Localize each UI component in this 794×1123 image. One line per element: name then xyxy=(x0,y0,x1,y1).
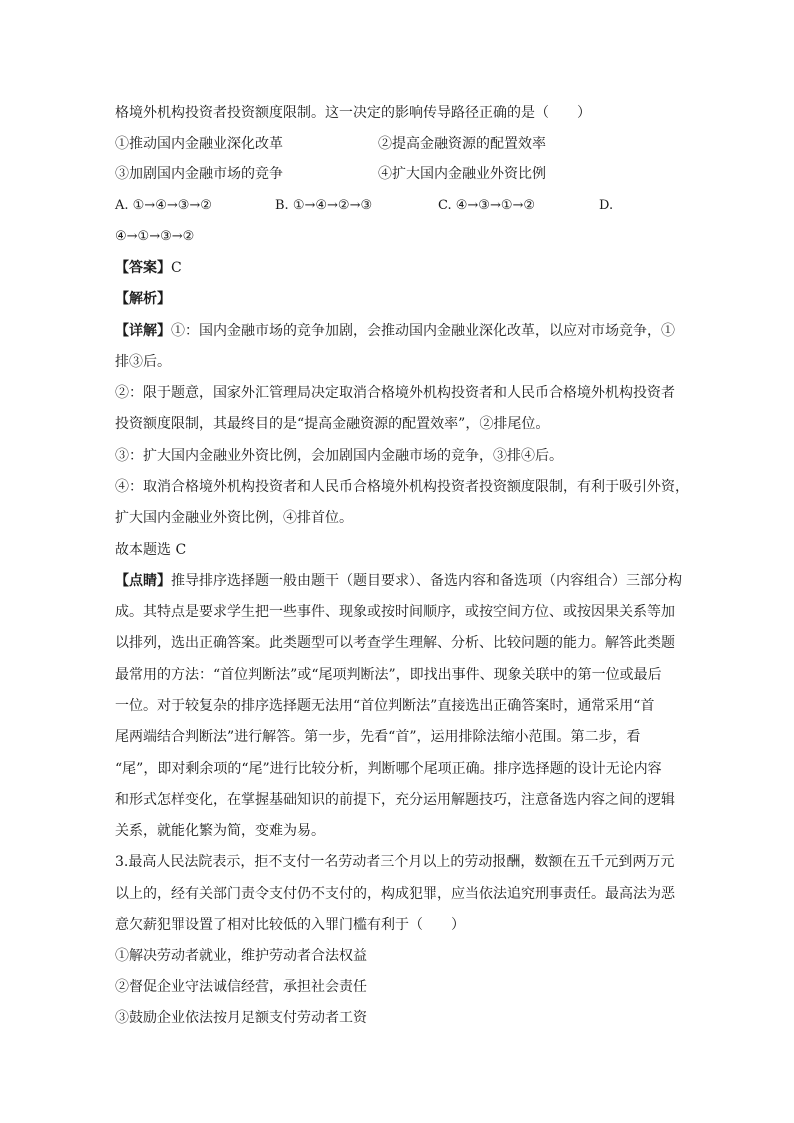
tip-tag: 【点睛】 xyxy=(115,573,171,589)
analysis-heading xyxy=(115,289,171,309)
question-3-stem-line-1: 3.最高人民法院表示，拒不支付一名劳动者三个月以上的劳动报酬，数额在五千元到两万元 xyxy=(115,854,675,870)
tip-line-9: 关系，就能化繁为简，变难为易。 xyxy=(115,823,325,839)
conclusion-line: 故本题选 C xyxy=(115,542,187,558)
q3-option-1: ①解决劳动者就业，维护劳动者合法权益 xyxy=(115,948,367,964)
q2-option-2: ②提高金融资源的配置效率 xyxy=(378,136,546,152)
detail-line-4: 投资额度限制，其最终目的是“提高金融资源的配置效率”，②排尾位。 xyxy=(115,416,550,432)
q2-option-4: ④扩大国内金融业外资比例 xyxy=(378,166,546,182)
tip-line-8: 和形式怎样变化，在掌握基础知识的前提下，充分运用解题技巧，注意备选内容之间的逻辑 xyxy=(115,792,675,808)
detail-1-text: ①：国内金融市场的竞争加剧，会推动国内金融业深化改革，以应对市场竞争，① xyxy=(171,323,675,339)
tip-line-6: 尾两端结合判断法”进行解答。第一步，先看“首”，运用排除法缩小范围。第二步，看 xyxy=(115,729,641,745)
q2-option-3: ③加剧国内金融市场的竞争 xyxy=(115,166,283,182)
q2-option-1: ①推动国内金融业深化改革 xyxy=(115,136,283,152)
tip-line-4: 最常用的方法：“首位判断法”或“尾项判断法”，即找出事件、现象关联中的第一位或最后 xyxy=(115,667,662,683)
tip-1-text: 推导排序选择题一般由题干（题目要求）、备选内容和备选项（内容组合）三部分构 xyxy=(171,573,682,589)
detail-line-2: 排③后。 xyxy=(115,354,171,370)
tip-line-1 xyxy=(115,571,682,591)
q2-choice-b: B. ①→④→②→③ xyxy=(275,198,373,213)
detail-line-7: 扩大国内金融业外资比例，④排首位。 xyxy=(115,510,353,526)
detail-line-3: ②：限于题意，国家外汇管理局决定取消合格境外机构投资者和人民币合格境外机构投资者 xyxy=(115,385,675,401)
tip-line-2: 成。其特点是要求学生把一些事件、现象或按时间顺序，或按空间方位、或按因果关系等加 xyxy=(115,604,675,620)
answer-value: C xyxy=(171,260,182,276)
answer-tag: 【答案】 xyxy=(115,260,171,276)
tip-line-7: “尾”，即对剩余项的“尾”进行比较分析，判断哪个尾项正确。排序选择题的设计无论内容 xyxy=(115,761,662,777)
question-2-stem-tail: 格境外机构投资者投资额度限制。这一决定的影响传导路径正确的是（ ） xyxy=(115,105,591,121)
q3-option-2: ②督促企业守法诚信经营，承担社会责任 xyxy=(115,979,367,995)
q3-option-3: ③鼓励企业依法按月足额支付劳动者工资 xyxy=(115,1010,367,1026)
detail-tag: 【详解】 xyxy=(115,323,171,339)
question-3-stem-line-2: 以上的，经有关部门责令支付仍不支付的，构成犯罪，应当依法追究刑事责任。最高法为恶 xyxy=(115,886,675,902)
tip-line-3: 以排列，选出正确答案。此类题型可以考查学生理解、分析、比较问题的能力。解答此类题 xyxy=(115,635,675,651)
tip-line-5: 一位。对于较复杂的排序选择题无法用“首位判断法”直接选出正确答案时，通常采用“首 xyxy=(115,698,655,714)
detail-line-5: ③：扩大国内金融业外资比例，会加剧国内金融市场的竞争，③排④后。 xyxy=(115,448,563,464)
answer-line xyxy=(115,258,182,278)
q2-choice-c: C. ④→③→①→② xyxy=(438,198,536,213)
analysis-tag: 【解析】 xyxy=(115,291,171,307)
q2-choice-d-value: ④→①→③→② xyxy=(115,229,195,244)
q2-choice-d-label: D. xyxy=(599,198,614,213)
q2-choice-a: A. ①→④→③→② xyxy=(115,198,212,213)
detail-line-1 xyxy=(115,321,675,341)
detail-line-6: ④：取消合格境外机构投资者和人民币合格境外机构投资者投资额度限制，有利于吸引外资， xyxy=(115,479,689,495)
question-3-stem-line-3: 意欠薪犯罪设置了相对比较低的入罪门槛有利于（ ） xyxy=(115,917,465,933)
